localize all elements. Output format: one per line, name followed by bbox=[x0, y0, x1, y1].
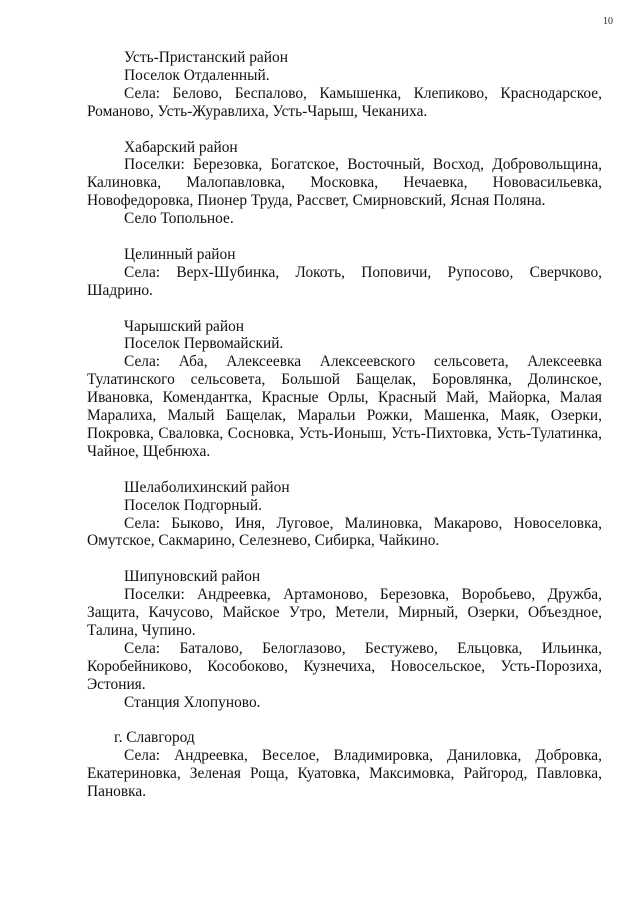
settlements-paragraph: Село Топольное. bbox=[124, 210, 234, 228]
page-number: 10 bbox=[603, 16, 613, 27]
settlements-paragraph: Села: Верх-Шубинка, Локоть, Поповичи, Рупосово, Сверчково, Шадрино. bbox=[87, 263, 602, 299]
settlements-paragraph: Села: Быково, Иня, Луговое, Малиновка, Макарово, Новоселовка, Омутское, Сакмарино, Селезнево, Сибирка, Чайкино. bbox=[87, 514, 602, 550]
section-heading: Целинный район bbox=[124, 245, 236, 263]
settlements-paragraph: Станция Хлопуново. bbox=[124, 693, 261, 711]
section-heading: Усть-Пристанский район bbox=[124, 49, 288, 66]
section-ust-pristansky bbox=[87, 49, 602, 121]
section-heading: Шипуновский район bbox=[124, 568, 261, 586]
section-heading: Чарышский район bbox=[124, 317, 245, 335]
section-heading: г. Славгород bbox=[114, 729, 195, 747]
section-charyshsky bbox=[87, 318, 602, 461]
settlements-paragraph: Поселок Отдаленный. bbox=[124, 66, 270, 84]
section-shipunovsky bbox=[87, 568, 602, 711]
settlements-paragraph: Поселки: Березовка, Богатское, Восточный, Восход, Добровольщина, Калиновка, Малопавловка, Московка, Нечаевка, Нововасильевка, Новофедоровка, Пионер Труда, Рассвет, Смирновский, Ясная Поляна. bbox=[87, 156, 602, 210]
section-heading: Шелаболихинский район bbox=[124, 478, 290, 496]
document-body bbox=[87, 49, 602, 819]
settlements-paragraph: Села: Аба, Алексеевка Алексеевского сельсовета, Алексеевка Тулатинского сельсовета, Большой Бащелак, Боровлянка, Долинское, Ивановка, Комендантка, Красные Орлы, Красный Май, Майорка, Малая Маралиха, Малый Бащелак, Маральи Рожки, Машенка, Маяк, Озерки, Покровка, Сваловка, Сосновка, Усть-Ионыш, Усть-Пихтовка, Усть-Тулатинка, Чайное, Щебнюха. bbox=[87, 353, 602, 460]
section-heading: Хабарский район bbox=[124, 138, 238, 156]
section-shelabolikhinsky bbox=[87, 479, 602, 551]
section-khabarsky bbox=[87, 139, 602, 229]
settlements-paragraph: Поселок Первомайский. bbox=[124, 335, 284, 353]
settlements-paragraph: Села: Андреевка, Веселое, Владимировка, Даниловка, Добровка, Екатериновка, Зеленая Роща, Куатовка, Максимовка, Райгород, Павловка, Пановка. bbox=[87, 747, 602, 801]
settlements-paragraph: Села: Баталово, Белоглазово, Бестужево, Ельцовка, Ильинка, Коробейниково, Кособоково, Кузнечиха, Новосельское, Усть-Порозиха, Эстония. bbox=[87, 639, 602, 693]
settlements-paragraph: Поселки: Андреевка, Артамоново, Березовка, Воробьево, Дружба, Защита, Качусово, Майское Утро, Метели, Мирный, Озерки, Объездное, Талина, Чупино. bbox=[87, 586, 602, 639]
settlements-paragraph: Села: Белово, Беспалово, Камышенка, Клепиково, Краснодарское, Романово, Усть-Журавлиха, Усть-Чарыш, Чеканиха. bbox=[87, 84, 602, 120]
settlements-paragraph: Поселок Подгорный. bbox=[124, 496, 262, 514]
section-slavgorod bbox=[87, 729, 602, 801]
section-tselinny bbox=[87, 246, 602, 300]
